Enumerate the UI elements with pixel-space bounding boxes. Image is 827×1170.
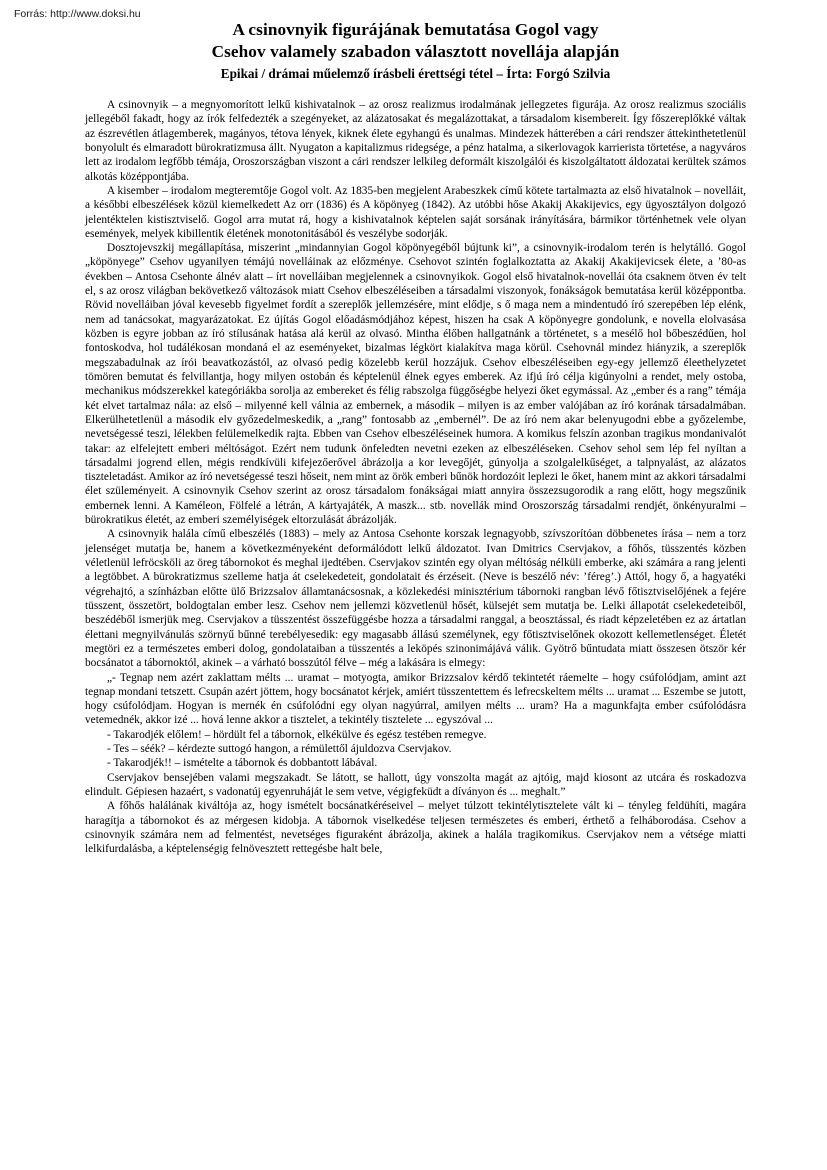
source-watermark: Forrás: http://www.doksi.hu	[14, 8, 141, 20]
dialogue-line-1: - Takarodjék előlem! – hördült fel a tábornok, elkékülve és egész testében remegve.	[107, 728, 487, 741]
body-text	[85, 83, 746, 857]
title-block	[85, 0, 746, 83]
paragraph-7: A főhős halálának kiváltója az, hogy ismételt bocsánatkéréseivel – melyet túlzott tekintélytisztelete vált ki – tényleg feldühíti, magára haragítja a tábornokot és az mérgesen kidobja. A tábornok viselkedése teljesen természetes és emberi, érthető a felháborodása. Csehov a csinovnyik számára nem ad felmentést, nevetséges figuraként ábrázolja, akinek a halála tragikomikus. Cservjakov nem a vétsége miatti lelkifurdalásba, a képtelenségig felnövesztett rettegésbe halt bele,	[85, 800, 746, 856]
page-title-line-2: Csehov valamely szabadon választott novellája alapján	[211, 41, 620, 61]
paragraph-5-quote: „- Tegnap nem azért zaklattam mélts ... uramat – motyogta, amikor Brizzsalov kérdő tekintetét ráemelte – hogy csúfolódjam, amint azt tegnap mondani tetszett. Csupán azért jöttem, hogy bocsánatot kérjek, amiért tüsszentettem és lefrecskeltem mélts ... uramat ... Eszembe se jutott, hogy csúfolódjam. Hogyan is mernék én csúfolódni egy olyan nagyúrral, amilyen mélts ... uram? Ha a magunkfajta ember csúfolódásra vetemednék, akkor izé ... hová lenne akkor a tisztelet, a tekintély tisztelete ... egyszóval ...	[85, 671, 746, 727]
paragraph-3: Dosztojevszkij megállapítása, miszerint „mindannyian Gogol köpönyegéből bújtunk ki”, a csinovnyik-irodalom terén is helytálló. Gogol „köpönyege” Csehov ugyanilyen témájú novelláinak az előzménye. Csehovot szintén foglalkoztatta az Akakij Akakijevicsek élete, a ’80-as években – Antosa Csehonte álnév alatt – írt novelláiban megjelennek a csinovnyikok. Gogol első hivatalnok-novellái óta csaknem ötven év telt el, s az orosz világban bekövetkező változások miatt Csehov elbeszéléseiben a társadalmi viszonyok, fonákságok bemutatása kerül középpontba. Rövid novelláiban jóval kevesebb figyelmet fordít a szereplők jellemzésére, mint elődje, s ő maga nem a mindentudó író szerepében lép elénk, nem ad tanácsokat, magyarázatokat. Ez újítás Gogol előadásmódjához képest, hiszen ha csak A köpönyegre gondolunk, e novella elolvasása közben is egyre jobban az író stílusának hatása alá kerül az olvasó. Mintha élőben hallgatnánk a történetet, s a mesélő hol bőbeszédűen, hol fontoskodva, hol tudálékosan mondaná el az eseményeket, bizalmas légkört kialakítva maga körül. Csehovnál mindez hiányzik, a szereplők megszabadulnak az írói beavatkozástól, az olvasó pedig közelebb kerül hozzájuk. Csehov elbeszéléseiben egy-egy jellemző éleethelyzetet tömören bemutat és felvillantja, hogy milyen ostobán és képtelenül élnek egyes emberek. Az ifjú író célja kigúnyolni a rendet, mely ostoba, mechanikus módszerekkel kategóriákba sorolja az embereket és félig rabszolga függőségbe helyezi őket egymással. Az „ember és a rang” témája két elvet tartalmaz nála: az első – milyenné kell válnia az embernek, a második – milyen is az ember valójában az író korának társadalmában. Elkerülhetetlenül a második elv győzedelmeskedik, a „rang” fontosabb az „embernél”. De az író nem akar belenyugodni ebbe a győzelembe, nevetségessé teszi, lélekben felülemelkedik rajta. Ebben van Csehov elbeszéléseinek humora. A komikus felszín azonban tragikus mondanivalót takar: az elfelejtett emberi méltóságot. Ezért nem tudunk önfeledten nevetni ezeken az elbeszéléseken. Csehov sehol sem lép fel nyíltan a társadalmi jogrend ellen, mégis rendkívüli kifejezőerővel ábrázolja a kor levegőjét, gúnyolja a szolgalelkűséget, a talpnyalást, az alázatos tiszteletadást. Amikor az író nevetségessé teszi hőseit, nem mint az örök emberi bűnök hordozóit leplezi le őket, hanem mint az akkori társadalmi élet szüleményeit. A csinovnyik Csehov szerint az orosz társadalom fonákságai miatt annyira összezsugorodik a rang előtt, hogy megszűnik embernek lenni. A Kaméleon, Fölfelé a létrán, A kártyajáték, A maszk... stb. novellák mind Oroszország társadalmi rendjét, önkényuralmi – bürokratikus életét, az emberi személyiségek eltorzulását ábrázolják.	[85, 242, 746, 527]
page-title-line-1: A csinovnyik figurájának bemutatása Gogol vagy	[232, 20, 599, 39]
document-content	[85, 0, 746, 857]
paragraph-1: A csinovnyik – a megnyomorított lelkű kishivatalnok – az orosz realizmus irodalmának jellegzetes figurája. Az orosz realizmus szociális jellegéből fakadt, hogy az írók felfedezték a szegényeket, az alázatosakat és megalázottakat, a társadalom kisembereit. Így főszereplőkké váltak az észrevétlen átlagemberek, magányos, tétova lények, kiknek élete egyhangú és unalmas. Mindezek hátterében a cári rendszer áttekinthetetlenül bonyolult és elmaradott bürokratizmusa állt. Nyugaton a kapitalizmus ridegsége, a pénz hatalma, a sikerlovagok karrierista törtetése, a nagyváros lett az irodalom legfőbb témája, Oroszországban viszont a cári rendszer lelkileg deformált kiszolgálói és kiszolgáltatott áldozatai kerültek számos alkotás középpontjába.	[85, 99, 746, 183]
paragraph-2: A kisember – irodalom megteremtője Gogol volt. Az 1835-ben megjelent Arabeszkek című kötete tartalmazta az első hivatalnok – novelláit, a későbbi elbeszélések közül kiemelkedett Az orr (1836) és A köpönyeg (1842). Az utóbbi hőse Akakij Akakijevics, egy ügyosztályon dolgozó jelentéktelen kistisztviselő. Gogol arra mutat rá, hogy a kishivatalnok képtelen saját sorsának irányítására, bármikor történhetnek vele olyan események, melyek kibillentik életének monotonitásából és veszélybe sodorják.	[85, 184, 746, 240]
paragraph-6: Cservjakov bensejében valami megszakadt. Se látott, se hallott, úgy vonszolta magát az ajtóig, majd kiosont az utcára és roskadozva elindult. Gépiesen hazaért, s vadonatúj egyenruháját le sem vetve, végigfeküdt a díványon és ... meghalt.”	[85, 771, 746, 798]
dialogue-line-3: - Takarodjék!! – ismételte a tábornok és dobbantott lábával.	[107, 757, 378, 770]
paragraph-4: A csinovnyik halála című elbeszélés (1883) – mely az Antosa Csehonte korszak legnagyobb, szívszorítóan döbbenetes írása – nem a torz jelenséget mutatja be, hanem a következményeként deformálódott lelkű áldozatot. Ivan Dmitrics Cservjakov, a főhős, tüsszentés közben véletlenül lefröcsköli az öreg tábornokot és meghal ijedtében. Cservjakov szintén egy olyan méltóság nélküli emberke, aki számára a rang jelenti a legtöbbet. A bürokratizmus szelleme hatja át cselekedeteit, gondolatait és érzéseit. (Neve is beszélő név: ’féreg’.) Attól, hogy ő, a hagyatéki végrehajtó, a színházban előtte ülő Brizzsalov államtanácsosnak, a közlekedési minisztérium tábornoki rangban lévő főtisztviselőjének a fejére tüsszent, összetört, boldogtalan ember lesz. Csehov nem jellemzi közvetlenül hősét, külsejét sem mutatja be. Lelki állapotát cselekedeteiből, beszédéből ismerjük meg. Cservjakov a tüsszentést összefüggésbe hozza a társadalmi ranggal, a beosztással, és riadt képzeletében ez az ártatlan élettani megnyilvánulás szörnyű bűnné terebélyesedik: egy magasabb állású személynek, egy főtisztviselőnek okozott kellemetlenséget. Életét megtöri ez a természetes emberi dolog, gondolataiban a tüsszentés a leköpés szinonimájává válik. Gyötrő bűntudata miatt összesen ötször kér bocsánatot a tábornoktól, akinek – a várható bosszútól félve – még a lakására is elmegy:	[85, 528, 746, 670]
dialogue-line-2: - Tes – séék? – kérdezte suttogó hangon, a rémülettől ájuldozva Cservjakov.	[107, 743, 452, 756]
page-subtitle: Epikai / drámai műelemző írásbeli érettségi tétel – Írta: Forgó Szilvia	[220, 66, 611, 81]
